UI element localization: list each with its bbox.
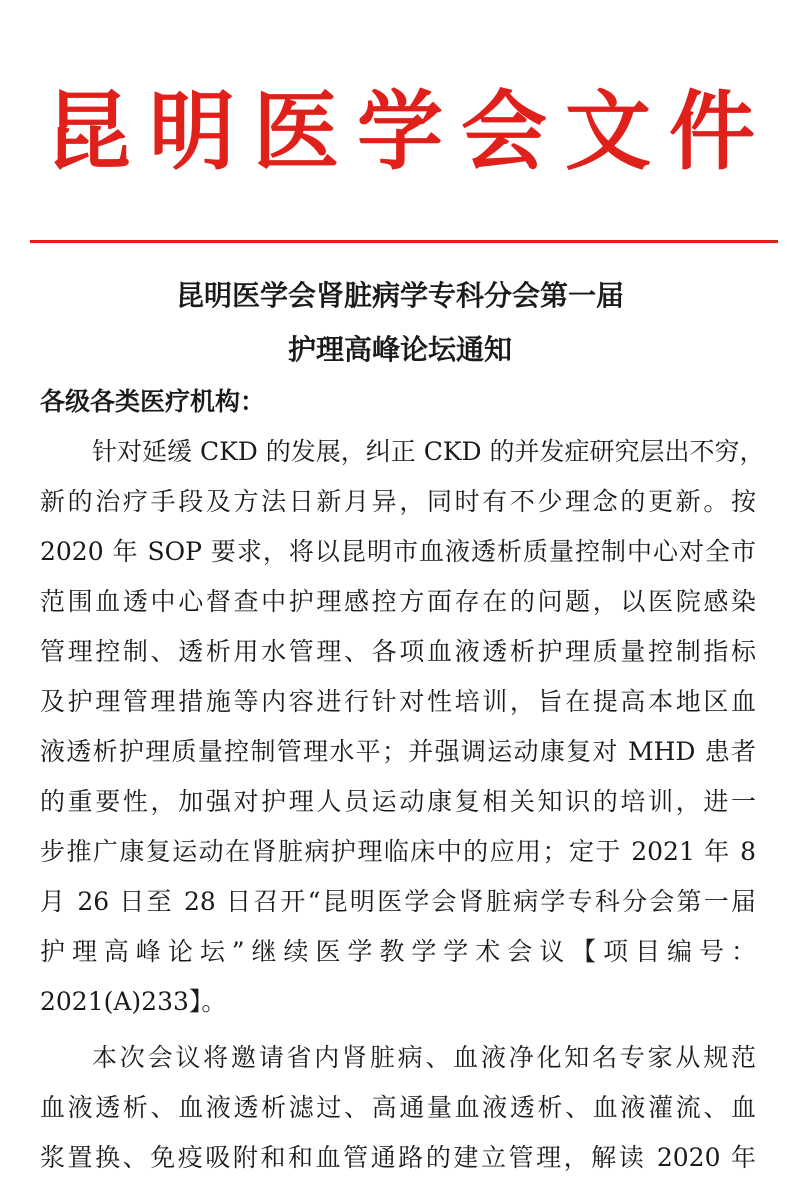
salutation: 各级各类医疗机构： xyxy=(40,387,266,416)
paragraph-1-line: 管理控制、透析用水管理、各项血液透析护理质量控制指标 xyxy=(40,637,756,666)
paragraph-1-line: 的重要性，加强对护理人员运动康复相关知识的培训，进一 xyxy=(40,787,756,816)
paragraph-2-line: 本次会议将邀请省内肾脏病、血液净化知名专家从规范 xyxy=(92,1043,756,1072)
masthead-title: 昆明医学会文件 xyxy=(45,81,773,182)
paragraph-1-line: 护理高峰论坛”继续医学教学学术会议【项目编号： xyxy=(40,937,756,966)
paragraph-2-line: 浆置换、免疫吸附和和血管通路的建立管理，解读 2020 年 xyxy=(40,1143,756,1172)
notice-title-line-2: 护理高峰论坛通知 xyxy=(287,333,512,366)
paragraph-1-line: 2020 年 SOP 要求，将以昆明市血液透析质量控制中心对全市 xyxy=(40,537,756,566)
paragraph-1-line: 月 26 日至 28 日召开“昆明医学会肾脏病学专科分会第一届 xyxy=(40,887,756,916)
red-divider-rule xyxy=(30,240,778,243)
paragraph-2-line: 血液透析、血液透析滤过、高通量血液透析、血液灌流、血 xyxy=(40,1093,756,1122)
paragraph-1-line: 针对延缓 CKD 的发展，纠正 CKD 的并发症研究层出不穷， xyxy=(92,437,765,466)
paragraph-1-line: 液透析护理质量控制管理水平；并强调运动康复对 MHD 患者 xyxy=(40,737,756,766)
paragraph-1-line: 范围血透中心督查中护理感控方面存在的问题，以医院感染 xyxy=(40,587,756,616)
paragraph-1-line: 及护理管理措施等内容进行针对性培训，旨在提高本地区血 xyxy=(40,687,756,716)
paragraph-1-line: 步推广康复运动在肾脏病护理临床中的应用；定于 2021 年 8 xyxy=(40,837,756,866)
paragraph-1-line: 新的治疗手段及方法日新月异，同时有不少理念的更新。按 xyxy=(40,487,756,516)
paragraph-1-line: 2021(A)233】。 xyxy=(40,987,227,1016)
notice-title-line-1: 昆明医学会肾脏病学专科分会第一届 xyxy=(175,279,624,312)
